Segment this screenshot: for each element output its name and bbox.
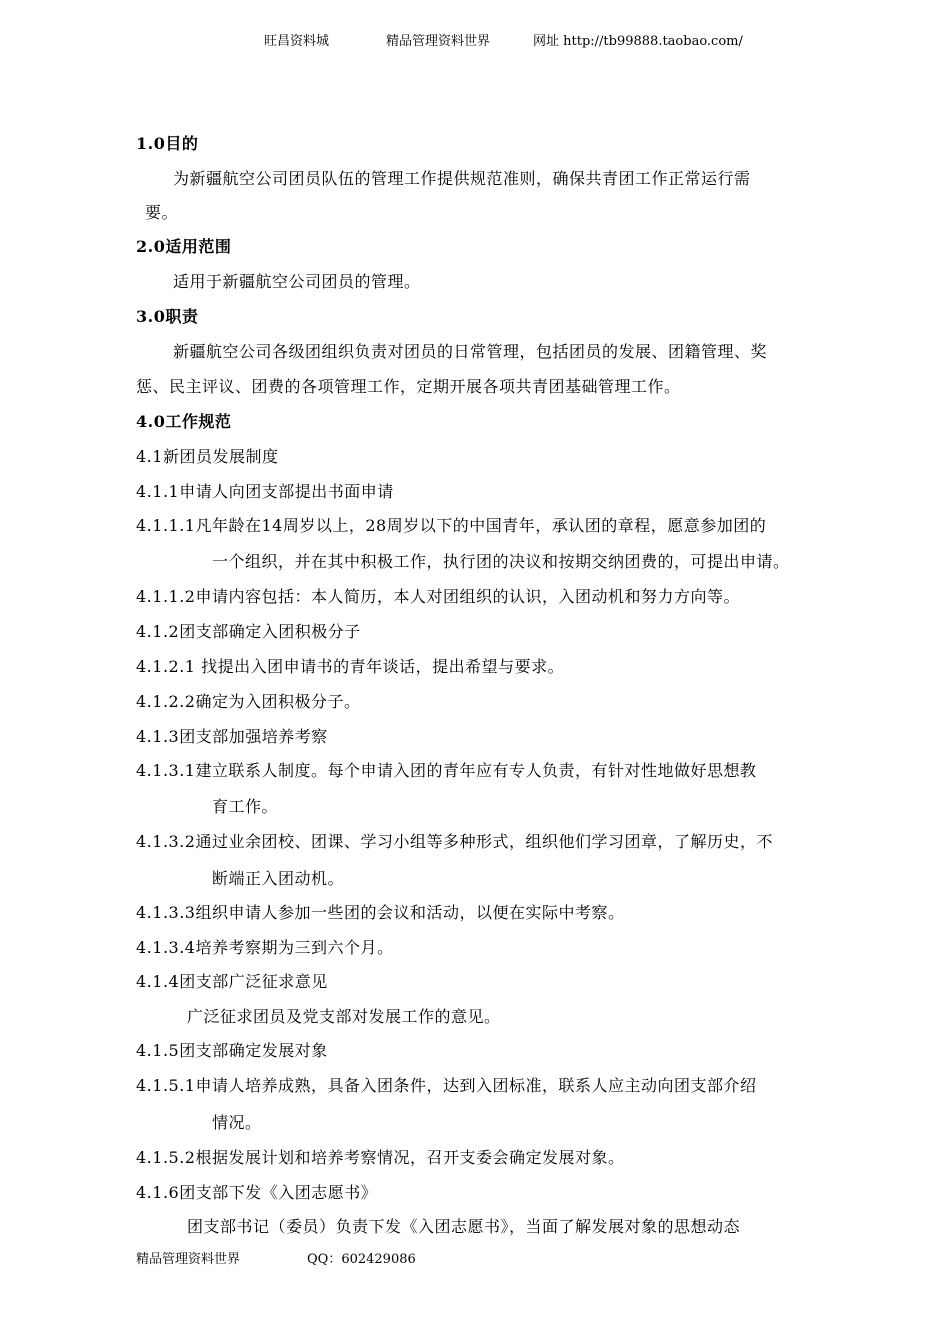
footer-slogan: 精品管理资料世界 [136, 1252, 241, 1267]
section-3-text: 新疆航空公司各级团组织负责对团员的日常管理，包括团员的发展、团籍管理、奖 [173, 342, 768, 361]
item-4-1-1-1-cont: 一个组织，并在其中积极工作，执行团的决议和按期交纳团费的，可提出申请。 [212, 552, 790, 571]
section-4-title: 4.0工作规范 [136, 412, 232, 431]
header-slogan: 精品管理资料世界 [386, 34, 491, 49]
header-shop-name: 旺昌资料城 [264, 34, 330, 49]
item-4-1-2-2: 4.1.2.2确定为入团积极分子。 [136, 692, 361, 711]
item-4-1-3: 4.1.3团支部加强培养考察 [136, 727, 328, 746]
item-4-1: 4.1新团员发展制度 [136, 447, 279, 466]
item-4-1-5-1-cont: 情况。 [212, 1113, 262, 1132]
item-4-1-3-1-cont: 育工作。 [212, 797, 279, 816]
item-4-1-4-text: 广泛征求团员及党支部对发展工作的意见。 [187, 1007, 501, 1026]
item-4-1-6: 4.1.6团支部下发《入团志愿书》 [136, 1183, 378, 1202]
section-2-title: 2.0适用范围 [136, 237, 232, 256]
item-4-1-5-2: 4.1.5.2根据发展计划和培养考察情况，召开支委会确定发展对象。 [136, 1148, 625, 1167]
section-1-text-cont: 要。 [145, 203, 179, 222]
item-4-1-1-2: 4.1.1.2申请内容包括：本人简历，本人对团组织的认识，入团动机和努力方向等。 [136, 587, 740, 606]
item-4-1-6-text: 团支部书记（委员）负责下发《入团志愿书》，当面了解发展对象的思想动态 [187, 1217, 741, 1236]
item-4-1-1-1: 4.1.1.1凡年龄在14周岁以上，28周岁以下的中国青年，承认团的章程，愿意参加团的 [136, 516, 767, 535]
item-4-1-2: 4.1.2团支部确定入团积极分子 [136, 622, 361, 641]
item-4-1-3-4: 4.1.3.4培养考察期为三到六个月。 [136, 938, 394, 957]
section-1-text: 为新疆航空公司团员队伍的管理工作提供规范准则，确保共青团工作正常运行需 [173, 169, 751, 188]
item-4-1-3-1: 4.1.3.1建立联系人制度。每个申请入团的青年应有专人负责，有针对性地做好思想教 [136, 761, 757, 780]
page-footer [0, 1248, 950, 1268]
header-url: 网址 http://tb99888.taobao.com/ [533, 34, 743, 49]
section-1-title: 1.0目的 [136, 134, 199, 153]
item-4-1-3-2: 4.1.3.2通过业余团校、团课、学习小组等多种形式，组织他们学习团章，了解历史，不 [136, 832, 773, 851]
item-4-1-2-1: 4.1.2.1 找提出入团申请书的青年谈话，提出希望与要求。 [136, 657, 565, 676]
footer-qq: QQ：602429086 [307, 1252, 416, 1267]
item-4-1-3-3: 4.1.3.3组织申请人参加一些团的会议和活动，以便在实际中考察。 [136, 903, 625, 922]
item-4-1-5: 4.1.5团支部确定发展对象 [136, 1041, 328, 1060]
item-4-1-1: 4.1.1申请人向团支部提出书面申请 [136, 482, 394, 501]
section-2-text: 适用于新疆航空公司团员的管理。 [173, 272, 421, 291]
item-4-1-5-1: 4.1.5.1申请人培养成熟，具备入团条件，达到入团标准，联系人应主动向团支部介绍 [136, 1076, 757, 1095]
page-header [0, 30, 950, 50]
item-4-1-3-2-cont: 断端正入团动机。 [212, 869, 345, 888]
section-3-text-cont: 惩、民主评议、团费的各项管理工作，定期开展各项共青团基础管理工作。 [136, 377, 681, 396]
section-3-title: 3.0职责 [136, 307, 199, 326]
item-4-1-4: 4.1.4团支部广泛征求意见 [136, 972, 328, 991]
